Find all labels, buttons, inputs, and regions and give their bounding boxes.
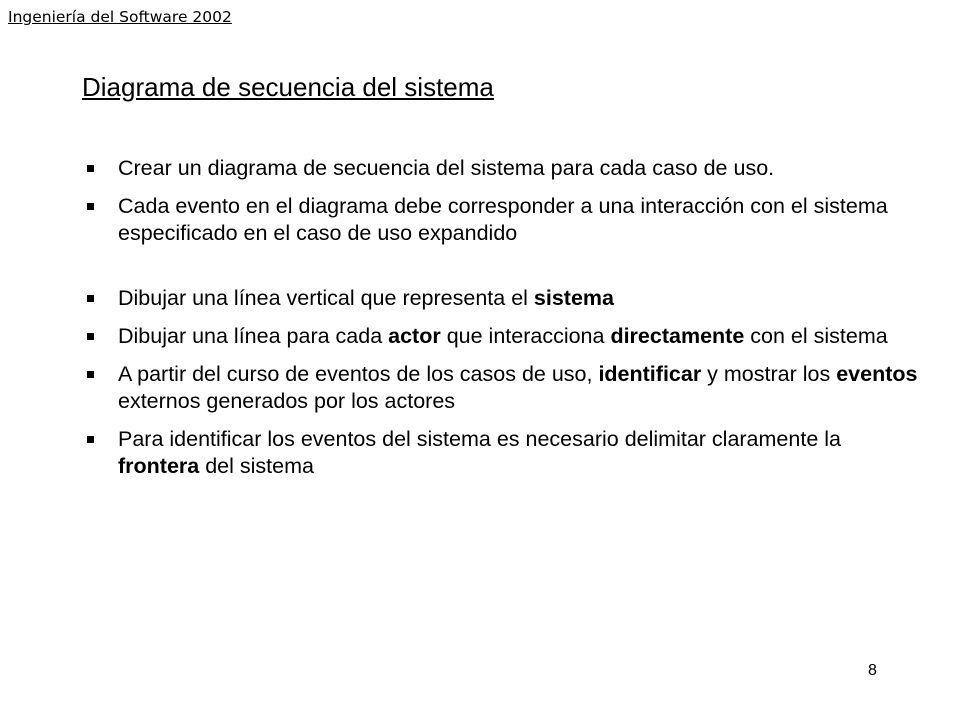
square-bullet-icon — [87, 371, 94, 378]
bullet-text: y mostrar los — [701, 362, 837, 386]
bullet-text: Crear un diagrama de secuencia del sistema para cada caso de uso. — [118, 156, 775, 180]
bullet-text: con el sistema — [744, 324, 888, 348]
page-number: 8 — [868, 662, 877, 679]
square-bullet-icon — [87, 295, 94, 302]
bullet-item — [84, 285, 924, 312]
bullet-item — [84, 193, 924, 247]
bullet-emphasis: frontera — [118, 454, 200, 478]
bullet-item — [84, 361, 924, 415]
bullet-emphasis: directamente — [610, 324, 745, 348]
bullet-text: externos generados por los actores — [118, 389, 456, 413]
bullet-item — [84, 323, 924, 350]
square-bullet-icon — [87, 333, 94, 340]
slide-title: Diagrama de secuencia del sistema — [82, 72, 494, 102]
bullet-list — [84, 155, 924, 491]
square-bullet-icon — [87, 203, 94, 210]
square-bullet-icon — [87, 165, 94, 172]
bullet-emphasis: actor — [388, 324, 441, 348]
bullet-text: Para identificar los eventos del sistema es necesario delimitar claramente la — [118, 427, 841, 451]
bullet-text: Dibujar una línea para cada — [118, 324, 389, 348]
bullet-text: Dibujar una línea vertical que representa el — [118, 286, 534, 310]
bullet-text: del sistema — [199, 454, 314, 478]
bullet-text: Cada evento en el diagrama debe corresponder a una interacción con el sistema especificado en el caso de uso expandido — [118, 194, 888, 245]
bullet-item — [84, 426, 924, 480]
bullet-text: A partir del curso de eventos de los casos de uso, — [118, 362, 599, 386]
bullet-emphasis: identificar — [598, 362, 702, 386]
bullet-emphasis: eventos — [836, 362, 918, 386]
square-bullet-icon — [87, 436, 94, 443]
bullet-emphasis: sistema — [533, 286, 615, 310]
bullet-item — [84, 155, 924, 182]
bullet-text: que interacciona — [440, 324, 611, 348]
course-header: Ingeniería del Software 2002 — [8, 8, 232, 26]
